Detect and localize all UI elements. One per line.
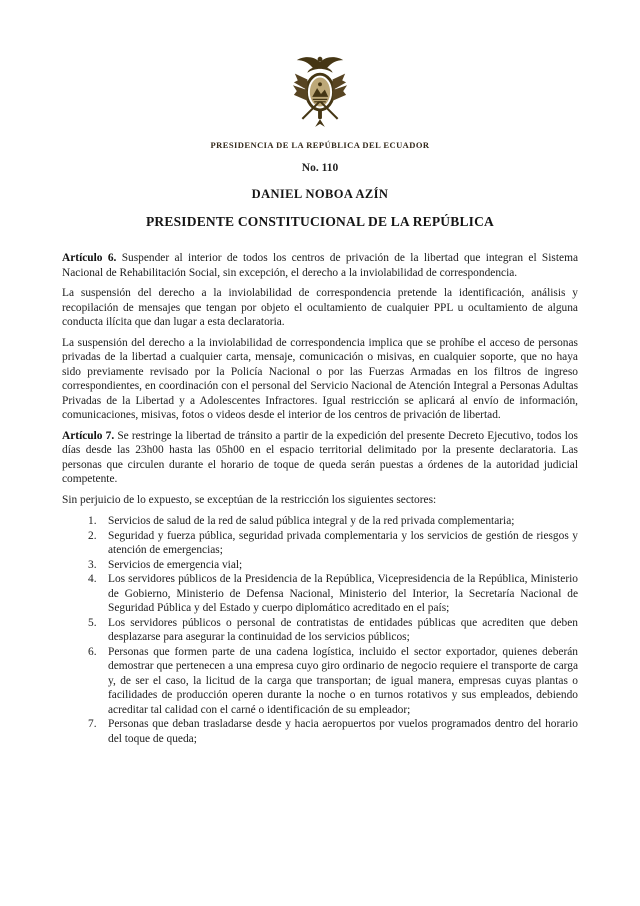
article-7-label: Artículo 7. xyxy=(62,429,115,442)
list-item-text: Seguridad y fuerza pública, seguridad privada complementaria y los servicios de gestión de riesgos y atención de emergencias; xyxy=(108,529,578,556)
president-title: PRESIDENTE CONSTITUCIONAL DE LA REPÚBLICA xyxy=(145,214,495,229)
list-item-number: 6. xyxy=(88,645,97,658)
list-item-text: Personas que formen parte de una cadena logística, incluido el sector exportador, quienes deberán demostrar que pertenecen a una empresa cuyo giro ordinario de negocio requiere el transporte de carga y, de ser el caso, la licitud de la carga que transportan; de igual manera, empresas cuyas plantas o facilidades de producción operen durante la noche o en turnos rotativos y sus empleados, debiendo acreditar tal calidad con el carné o identificación de su empleador; xyxy=(108,645,578,716)
list-item xyxy=(88,572,578,616)
list-item-number: 3. xyxy=(88,558,97,571)
exceptions-intro xyxy=(62,493,578,508)
list-item-text: Los servidores públicos o personal de contratistas de entidades públicas que acrediten que deben desplazarse para asegurar la continuidad de los servicios públicos; xyxy=(108,616,578,643)
institution-name: PRESIDENCIA DE LA REPÚBLICA DEL ECUADOR xyxy=(210,140,430,150)
list-item-number: 5. xyxy=(88,616,97,629)
decree-number: No. 110 xyxy=(301,162,339,174)
list-item-text: Personas que deban trasladarse desde y hacia aeropuertos por vuelos programados dentro del horario del toque de queda; xyxy=(108,718,578,745)
article-6-label: Artículo 6. xyxy=(62,252,117,264)
document-body xyxy=(0,251,640,746)
suspension-implication-paragraph xyxy=(62,336,578,423)
list-item-number: 4. xyxy=(88,573,97,585)
list-item-number: 7. xyxy=(88,718,97,730)
article-6-paragraph xyxy=(62,251,578,280)
list-item xyxy=(88,558,578,573)
exceptions-list xyxy=(62,514,578,746)
list-item xyxy=(88,514,578,529)
list-item xyxy=(88,717,578,746)
suspension-intent-text: La suspensión del derecho a la inviolabilidad de correspondencia pretende la identificación, análisis y recopilación de mensajes que tengan por objeto el ocultamiento de cualquier PPL u ocultamiento de alguna conducta ilícita que dan lugar a esta declaratoria. xyxy=(62,287,578,328)
emblem-container xyxy=(0,0,640,132)
ecuador-coat-of-arms-icon xyxy=(291,119,349,136)
suspension-intent-paragraph xyxy=(62,286,578,330)
list-item-text: Los servidores públicos de la Presidencia de la República, Vicepresidencia de la República, Ministerio de Gobierno, Ministerio de Defensa Nacional, Ministerio del Interior, la Secretaría Nacional de Seguridad Pública y del Estado y cuerpo diplomático acreditado en el país; xyxy=(108,573,578,614)
list-item xyxy=(88,616,578,645)
list-item-text: Servicios de salud de la red de salud pública integral y de la red privada complementaria; xyxy=(108,515,515,527)
exceptions-intro-text: Sin perjuicio de lo expuesto, se exceptúan de la restricción los siguientes sectores: xyxy=(62,493,437,506)
article-7-paragraph xyxy=(62,429,578,487)
list-item-number: 2. xyxy=(88,529,97,542)
list-item-text: Servicios de emergencia vial; xyxy=(108,558,243,571)
list-item-number: 1. xyxy=(88,515,97,527)
article-6-text: Suspender al interior de todos los centros de privación de la libertad que integran el Sistema Nacional de Rehabilitación Social, sin excepción, el derecho a la inviolabilidad de correspondencia. xyxy=(62,252,579,279)
list-item xyxy=(88,645,578,718)
article-7-text: Se restringe la libertad de tránsito a partir de la expedición del presente Decreto Ejecutivo, todos los días desde las 23h00 hasta las 05h00 en el espacio territorial delimitado por la presente declaratoria. Las personas que circulen durante el horario de toque de queda serán puestas a órdenes de la autoridad judicial competente. xyxy=(62,429,578,485)
list-item xyxy=(88,529,578,558)
suspension-implication-text: La suspensión del derecho a la inviolabilidad de correspondencia implica que se prohíbe el acceso de personas privadas de la libertad a cualquier carta, mensaje, comunicación o misivas, en cualquier soporte, que no haya sido previamente revisado por la Policía Nacional o por las Fuerzas Armadas en los filtros de ingreso correspondientes, en coordinación con el personal del Servicio Nacional de Atención Integral a Personas Adultas Privadas de la Libertad y a Adolescentes Infractores. Igual restricción se aplicará al envío de información, comunicaciones, misivas, fotos o videos desde el interior de los centros de privación de libertad. xyxy=(62,336,578,421)
president-name: DANIEL NOBOA AZÍN xyxy=(251,187,389,201)
